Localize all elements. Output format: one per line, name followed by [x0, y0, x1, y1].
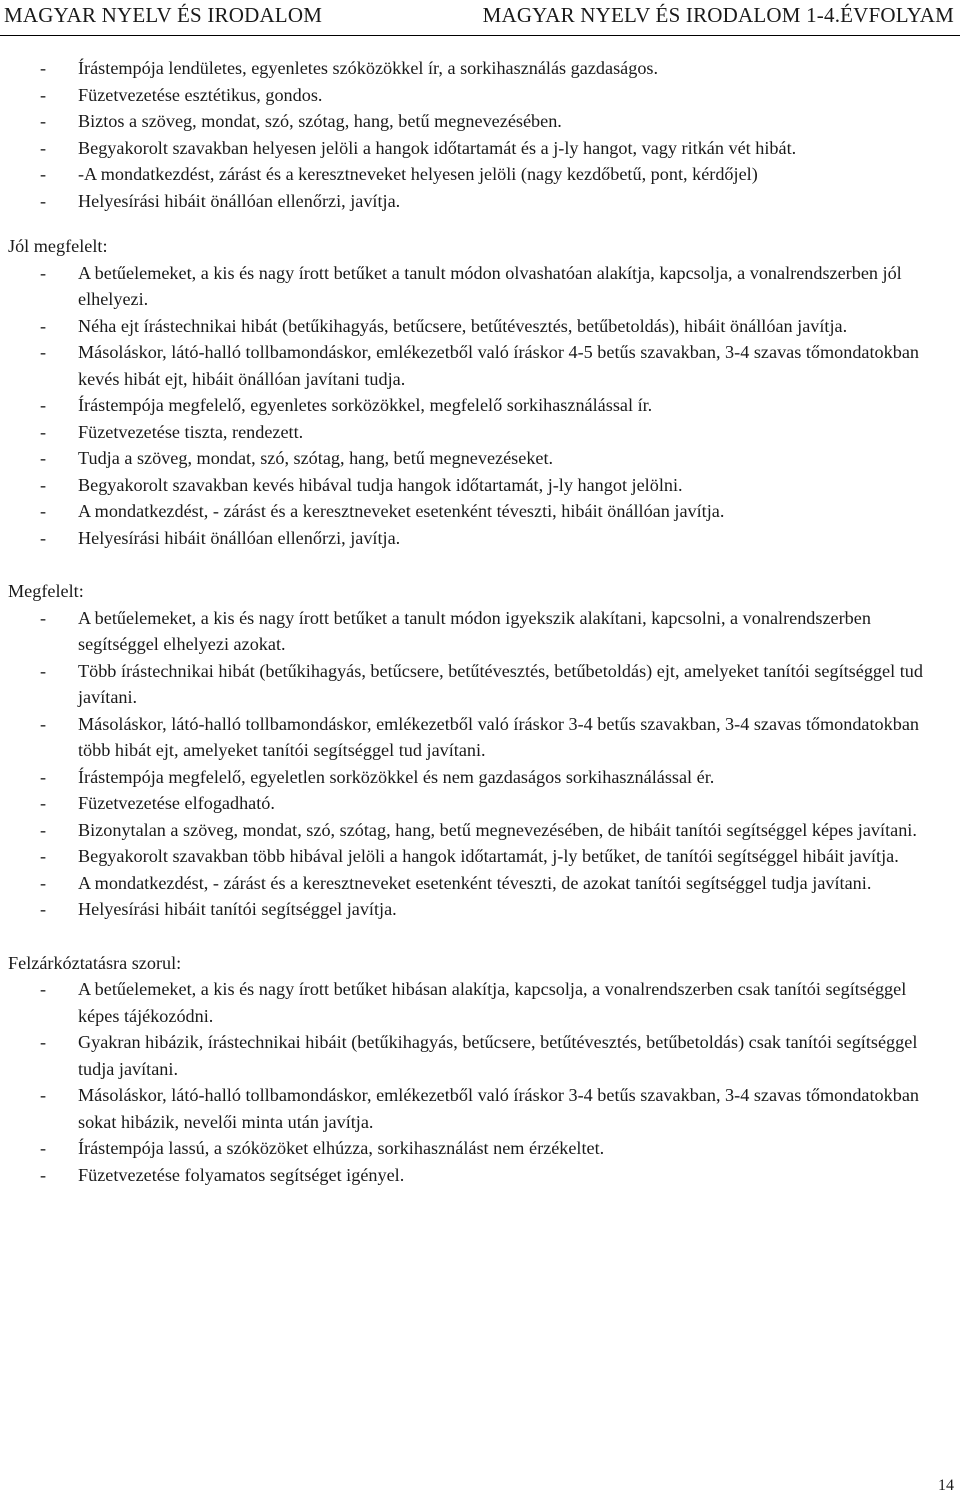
list-item: - Füzetvezetése tiszta, rendezett. [40, 421, 304, 442]
list-item: - Másoláskor, látó-halló tollbamondáskor, emlékezetből való íráskor 3-4 betűs szavakban, 3-4 szavas tőmondatokban több hibát ejt, amelyeket tanítói segítséggel tud javítani. [40, 713, 920, 760]
list-item: - Füzetvezetése elfogadható. [40, 793, 275, 813]
list-item: - Gyakran hibázik, írástechnikai hibáit (betűkihagyás, betűcsere, betűtévesztés, betűbetoldás) csak tanítói segítséggel tudja javítani. [40, 1032, 918, 1079]
megfelelt-list [0, 605, 960, 923]
header-left-title: MAGYAR NYELV ÉS IRODALOM [4, 3, 323, 27]
list-item: - Helyesírási hibáit önállóan ellenőrzi, javítja. [40, 190, 401, 211]
page-header [0, 0, 960, 36]
list-item: - Biztos a szöveg, mondat, szó, szótag, hang, betű megnevezésében. [40, 111, 562, 131]
list-item: - Tudja a szöveg, mondat, szó, szótag, hang, betű megnevezéseket. [40, 448, 554, 468]
list-item: - Helyesírási hibáit önállóan ellenőrzi, javítja. [40, 527, 401, 548]
list-item: - A betűelemeket, a kis és nagy írott betűket hibásan alakítja, kapcsolja, a vonalrendszerben csak tanítói segítséggel képes tájékozódni. [40, 979, 907, 1026]
list-item: - Füzetvezetése folyamatos segítséget igényel. [40, 1164, 405, 1185]
list-item: - A mondatkezdést, - zárást és a keresztneveket esetenként téveszti, de azokat tanítói segítséggel tudja javítani. [40, 872, 872, 893]
list-item: - Néha ejt írástechnikai hibát (betűkihagyás, betűcsere, betűtévesztés, betűbetoldás), hibáit önállóan javítja. [40, 315, 848, 336]
list-item: - Írástempója lassú, a szóközöket elhúzza, sorkihasználást nem érzékeltet. [40, 1138, 605, 1158]
page-number: 14 [938, 1477, 954, 1494]
list-item: - Másoláskor, látó-halló tollbamondáskor, emlékezetből való íráskor 3-4 betűs szavakban, 3-4 szavas tőmondatokban sokat hibázik, nevelői minta után javítja. [40, 1085, 920, 1132]
list-item: - Begyakorolt szavakban helyesen jelöli a hangok időtartamát és a j-ly hangot, vagy ritkán vét hibát. [40, 137, 797, 158]
list-item: - Másoláskor, látó-halló tollbamondáskor, emlékezetből való íráskor 4-5 betűs szavakban, 3-4 szavas tőmondatokban kevés hibát ejt, hibáit önállóan javítani tudja. [40, 342, 920, 389]
list-item: - Begyakorolt szavakban kevés hibával tudja hangok időtartamát, j-ly hangot jelölni. [40, 474, 683, 495]
list-item: - Helyesírási hibáit tanítói segítséggel javítja. [40, 899, 397, 919]
list-item: - A mondatkezdést, - zárást és a keresztneveket esetenként téveszti, hibáit önállóan javítja. [40, 501, 725, 521]
list-item: - Írástempója lendületes, egyenletes szóközökkel ír, a sorkihasználás gazdaságos. [40, 58, 659, 78]
list-item: - A betűelemeket, a kis és nagy írott betűket a tanult módon olvashatóan alakítja, kapcsolja, a vonalrendszerben jól elhelyezi. [40, 262, 902, 309]
list-item: - Bizonytalan a szöveg, mondat, szó, szótag, hang, betű megnevezésében, de hibáit tanítói segítséggel képes javítani. [40, 819, 917, 840]
section-heading-felzarkoztatasra-szorul: Felzárkóztatásra szorul: [8, 952, 182, 973]
top-criteria-list [0, 55, 960, 214]
list-item: - Begyakorolt szavakban több hibával jelöli a hangok időtartamát, j-ly betűket, de tanítói segítséggel hibáit javítja. [40, 846, 899, 866]
list-item: - A betűelemeket, a kis és nagy írott betűket a tanult módon igyekszik alakítani, kapcsolni, a vonalrendszerben segítséggel elhelyezi azokat. [40, 607, 871, 654]
list-item: - Füzetvezetése esztétikus, gondos. [40, 84, 323, 105]
list-item: - Írástempója megfelelő, egyeletlen sorközökkel és nem gazdaságos sorkihasználással ér. [40, 766, 715, 787]
list-item: - Írástempója megfelelő, egyenletes sorközökkel, megfelelő sorkihasználással ír. [40, 395, 653, 415]
list-item: - Több írástechnikai hibát (betűkihagyás, betűcsere, betűtévesztés, betűbetoldás) ejt, amelyeket tanítói segítséggel tud javítani. [40, 660, 923, 707]
jol-megfelelt-list [0, 260, 960, 552]
document-body [0, 55, 960, 1188]
header-right-title: MAGYAR NYELV ÉS IRODALOM 1-4.ÉVFOLYAM [482, 3, 954, 27]
section-heading-megfelelt: Megfelelt: [8, 581, 84, 601]
section-heading-jol-megfelelt: Jól megfelelt: [8, 236, 108, 256]
felzarkoztatasra-szorul-list [0, 976, 960, 1188]
list-item: - -A mondatkezdést, zárást és a keresztneveket helyesen jelöli (nagy kezdőbetű, pont, kérdőjel) [40, 164, 758, 184]
